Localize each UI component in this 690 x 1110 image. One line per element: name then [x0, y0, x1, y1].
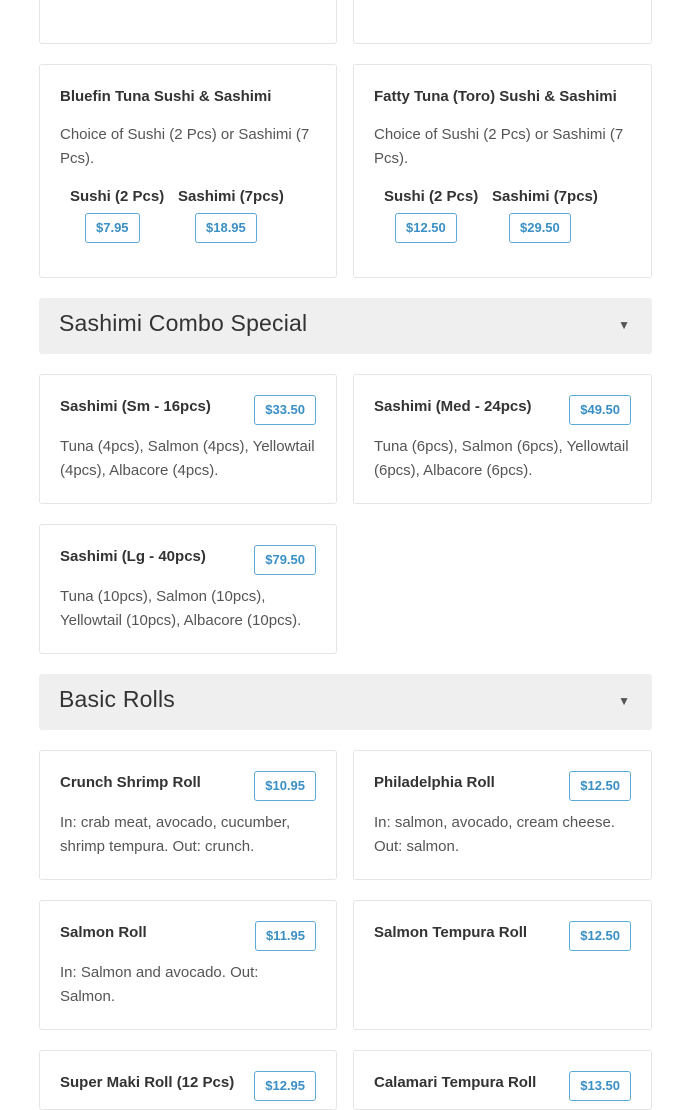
item-description: [60, 435, 318, 483]
menu-item-card[interactable]: [353, 900, 652, 1030]
price-button[interactable]: $79.50: [254, 545, 316, 575]
item-name: Crunch Shrimp Roll: [60, 774, 201, 791]
description-line: shrimp tempura. Out: crunch.: [60, 838, 255, 855]
menu-item-card[interactable]: [353, 64, 652, 278]
item-description: [60, 585, 318, 633]
section-header-basic-rolls[interactable]: [39, 674, 652, 730]
section-title: Sashimi Combo Special: [59, 310, 308, 336]
option-label: Sashimi (7pcs): [178, 188, 284, 205]
description-line: Pcs).: [60, 150, 95, 167]
item-description: [374, 435, 633, 483]
option-price-button[interactable]: $12.50: [395, 213, 457, 243]
menu-item-card[interactable]: [39, 374, 337, 504]
menu-item-card[interactable]: [353, 750, 652, 880]
option-label: Sashimi (7pcs): [492, 188, 598, 205]
item-name: Sashimi (Sm - 16pcs): [60, 398, 211, 415]
description-line: Choice of Sushi (2 Pcs) or Sashimi (7: [374, 126, 624, 143]
menu-item-card[interactable]: [39, 524, 337, 654]
description-line: In: salmon, avocado, cream cheese.: [374, 814, 615, 831]
menu-item-card[interactable]: [353, 374, 652, 504]
item-name: Calamari Tempura Roll: [374, 1074, 537, 1091]
description-line: Salmon.: [60, 988, 116, 1005]
price-button[interactable]: $33.50: [254, 395, 316, 425]
description-line: In: crab meat, avocado, cucumber,: [60, 814, 291, 831]
item-name: Super Maki Roll (12 Pcs): [60, 1074, 235, 1091]
price-button[interactable]: $12.95: [254, 1071, 316, 1101]
description-line: Tuna (6pcs), Salmon (6pcs), Yellowtail: [374, 438, 629, 455]
description-line: Choice of Sushi (2 Pcs) or Sashimi (7: [60, 126, 310, 143]
menu-item-card-partial[interactable]: [39, 0, 337, 44]
item-name: Philadelphia Roll: [374, 774, 495, 791]
menu-item-card-partial[interactable]: [353, 0, 652, 44]
item-name: Sashimi (Med - 24pcs): [374, 398, 532, 415]
item-description: [374, 123, 633, 171]
price-button[interactable]: $11.95: [255, 921, 316, 951]
option-label: Sushi (2 Pcs): [70, 188, 165, 205]
price-button[interactable]: $12.50: [569, 921, 631, 951]
item-description: [60, 961, 318, 1009]
menu-item-card[interactable]: [39, 64, 337, 278]
caret-down-icon[interactable]: ▼: [618, 318, 630, 332]
price-button[interactable]: $49.50: [569, 395, 631, 425]
description-line: In: Salmon and avocado. Out:: [60, 964, 259, 981]
description-line: Tuna (4pcs), Salmon (4pcs), Yellowtail: [60, 438, 315, 455]
item-name: Salmon Tempura Roll: [374, 924, 528, 941]
description-line: Out: salmon.: [374, 838, 460, 855]
item-name: Salmon Roll: [60, 924, 147, 941]
option-price-button[interactable]: $7.95: [85, 213, 140, 243]
price-button[interactable]: $13.50: [569, 1071, 631, 1101]
section-title: Basic Rolls: [59, 686, 175, 712]
price-button[interactable]: $12.50: [569, 771, 631, 801]
item-description: [60, 811, 318, 859]
option-label: Sushi (2 Pcs): [384, 188, 479, 205]
option-price-button[interactable]: $18.95: [195, 213, 257, 243]
menu-item-card[interactable]: [39, 1050, 337, 1110]
option-price-button[interactable]: $29.50: [509, 213, 571, 243]
description-line: (4pcs), Albacore (4pcs).: [60, 462, 219, 479]
description-line: Yellowtail (10pcs), Albacore (10pcs).: [60, 612, 302, 629]
menu-item-card[interactable]: [39, 900, 337, 1030]
item-name: Sashimi (Lg - 40pcs): [60, 548, 206, 565]
description-line: Pcs).: [374, 150, 409, 167]
description-line: (6pcs), Albacore (6pcs).: [374, 462, 533, 479]
section-header-sashimi-combo[interactable]: [39, 298, 652, 354]
item-name: Fatty Tuna (Toro) Sushi & Sashimi: [374, 88, 617, 105]
description-line: Tuna (10pcs), Salmon (10pcs),: [60, 588, 266, 605]
item-description: [60, 123, 318, 171]
item-name: Bluefin Tuna Sushi & Sashimi: [60, 88, 272, 105]
caret-down-icon[interactable]: ▼: [618, 694, 630, 708]
menu-item-card[interactable]: [39, 750, 337, 880]
price-button[interactable]: $10.95: [254, 771, 316, 801]
item-description: [374, 811, 633, 859]
menu-item-card[interactable]: [353, 1050, 652, 1110]
